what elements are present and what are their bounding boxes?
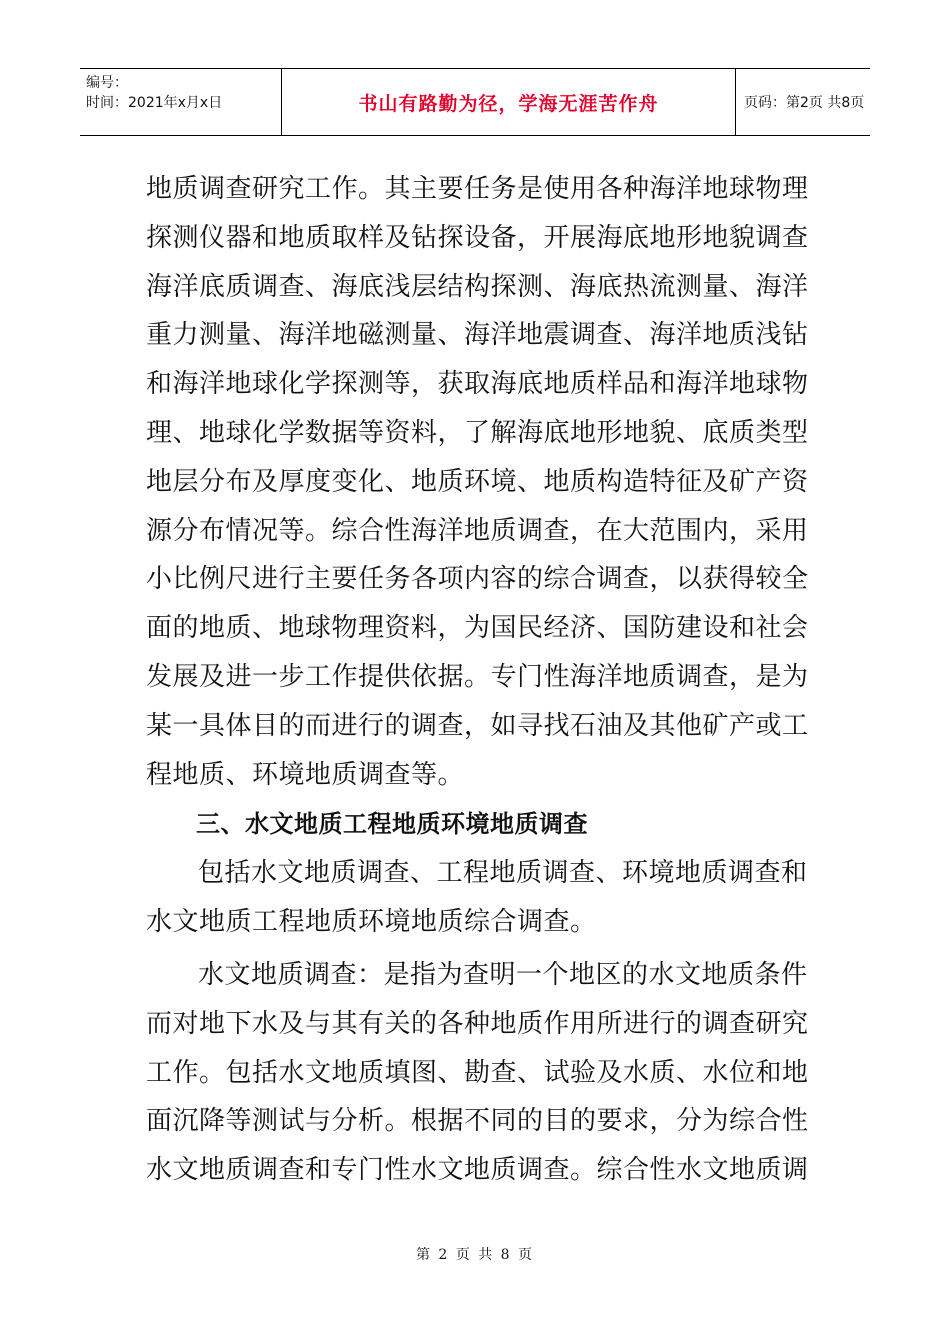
text-line: 海洋底质调查、海底浅层结构探测、海底热流测量、海洋 xyxy=(146,271,809,302)
header-page-info: 页码：第2页 共8页 xyxy=(744,95,865,111)
text-line: 程地质、环境地质调查等。 xyxy=(146,759,465,790)
text-line: 地层分布及厚度变化、地质环境、地质构造特征及矿产资 xyxy=(146,466,809,497)
paragraph-1 xyxy=(146,165,809,799)
text-line: 而对地下水及与其有关的各种地质作用所进行的调查研究 xyxy=(146,1008,809,1039)
text-line: 发展及进一步工作提供依据。专门性海洋地质调查，是为 xyxy=(146,661,809,692)
text-line: 某一具体目的而进行的调查，如寻找石油及其他矿产或工 xyxy=(146,710,809,741)
text-line: 包括水文地质调查、工程地质调查、环境地质调查和 xyxy=(198,858,808,889)
header-number-label: 编号： xyxy=(86,75,128,91)
header-motto: 书山有路勤为径，学海无涯苦作舟 xyxy=(282,69,736,135)
text-line: 源分布情况等。综合性海洋地质调查，在大范围内，采用 xyxy=(146,515,809,546)
text-line: 水文地质工程地质环境地质综合调查。 xyxy=(146,907,597,938)
text-line: 重力测量、海洋地磁测量、海洋地震调查、海洋地质浅钻 xyxy=(146,320,809,351)
paragraph-2 xyxy=(146,849,806,947)
page-header xyxy=(80,68,870,136)
document-body xyxy=(146,165,809,1195)
text-line: 和海洋地球化学探测等，获取海底地质样品和海洋地球物 xyxy=(146,369,809,400)
text-line: 工作。包括水文地质填图、勘查、试验及水质、水位和地 xyxy=(146,1057,809,1088)
section-heading: 三、水文地质工程地质环境地质调查 xyxy=(196,810,588,839)
header-time-label: 时间：2021年x月x日 xyxy=(86,95,223,111)
text-line: 探测仪器和地质取样及钻探设备，开展海底地形地貌调查 xyxy=(146,222,809,253)
text-line: 面的地质、地球物理资料，为国民经济、国防建设和社会 xyxy=(146,613,809,644)
text-line: 理、地球化学数据等资料，了解海底地形地貌、底质类型 xyxy=(146,417,809,448)
text-line: 地质调查研究工作。其主要任务是使用各种海洋地球物理 xyxy=(146,174,809,204)
page-footer: 第 2 页 共 8 页 xyxy=(415,1247,535,1263)
text-line: 水文地质调查：是指为查明一个地区的水文地质条件 xyxy=(198,959,808,990)
paragraph-3 xyxy=(146,951,809,1195)
header-meta xyxy=(80,69,282,135)
text-line: 水文地质调查和专门性水文地质调查。综合性水文地质调 xyxy=(146,1155,809,1186)
text-line: 小比例尺进行主要任务各项内容的综合调查，以获得较全 xyxy=(146,564,809,595)
text-line: 面沉降等测试与分析。根据不同的目的要求，分为综合性 xyxy=(146,1106,809,1137)
